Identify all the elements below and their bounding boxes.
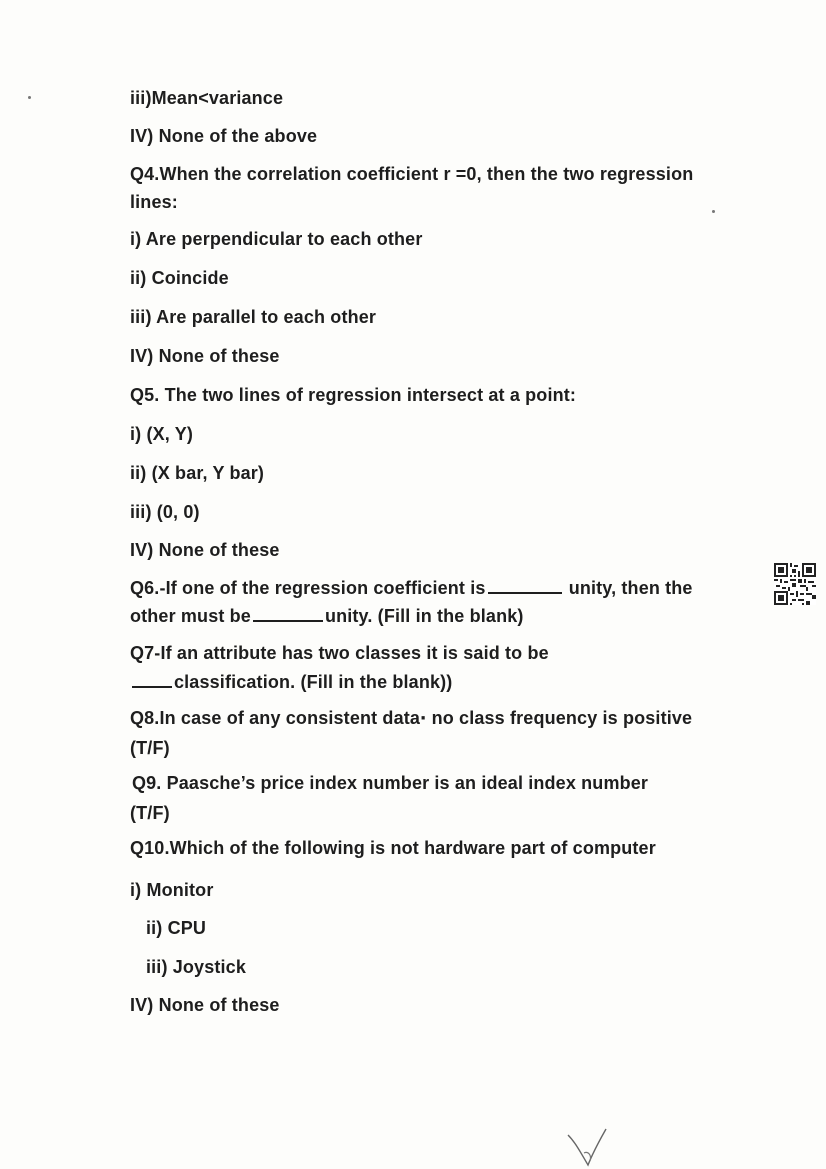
q10-option: ii) CPU <box>146 918 207 938</box>
q7-line2 <box>130 672 452 693</box>
q9-line1: Q9. Paasche’s price index number is an ideal index number <box>132 773 649 793</box>
q9-line2: (T/F) <box>130 803 170 823</box>
q5-option: i) (X, Y) <box>130 424 194 444</box>
fill-blank <box>488 590 562 594</box>
q4-option: IV) None of these <box>130 346 280 366</box>
q4-stem-cont: lines: <box>130 192 178 212</box>
speck <box>28 96 31 99</box>
q10-option: i) Monitor <box>130 880 214 900</box>
q7-text: classification. (Fill in the blank)) <box>174 672 453 692</box>
q7-line1: Q7-If an attribute has two classes it is said to be <box>130 643 549 663</box>
q5-option: ii) (X bar, Y bar) <box>130 463 265 483</box>
signature-mark <box>560 1125 620 1169</box>
q6-text: other must be <box>130 606 251 626</box>
option-text: iii)Mean<variance <box>130 88 284 108</box>
q5-stem: Q5. The two lines of regression intersect at a point: <box>130 385 577 405</box>
fill-blank <box>132 684 172 688</box>
q6-text: unity. (Fill in the blank) <box>324 606 524 626</box>
option-text: IV) None of the above <box>130 126 318 146</box>
q6-line2 <box>130 606 524 627</box>
q4-option: i) Are perpendicular to each other <box>130 229 423 249</box>
q6-line1 <box>130 578 693 599</box>
qr-code-icon <box>774 563 816 605</box>
q6-text: unity, then the <box>568 578 693 598</box>
q5-option: iii) (0, 0) <box>130 502 200 522</box>
q10-option: IV) None of these <box>130 995 280 1015</box>
q8-line2: (T/F) <box>130 738 170 758</box>
q5-option: IV) None of these <box>130 540 280 560</box>
q10-stem: Q10.Which of the following is not hardware part of computer <box>130 838 656 858</box>
q4-option: iii) Are parallel to each other <box>130 307 377 327</box>
q6-text: Q6.-If one of the regression coefficient is <box>130 578 486 598</box>
q8-line1: Q8.In case of any consistent data‧ no class frequency is positive <box>130 708 693 728</box>
speck <box>712 210 715 213</box>
q10-option: iii) Joystick <box>146 957 246 977</box>
q4-stem: Q4.When the correlation coefficient r =0, then the two regression <box>130 164 694 184</box>
q4-option: ii) Coincide <box>130 268 229 288</box>
fill-blank <box>253 618 323 622</box>
